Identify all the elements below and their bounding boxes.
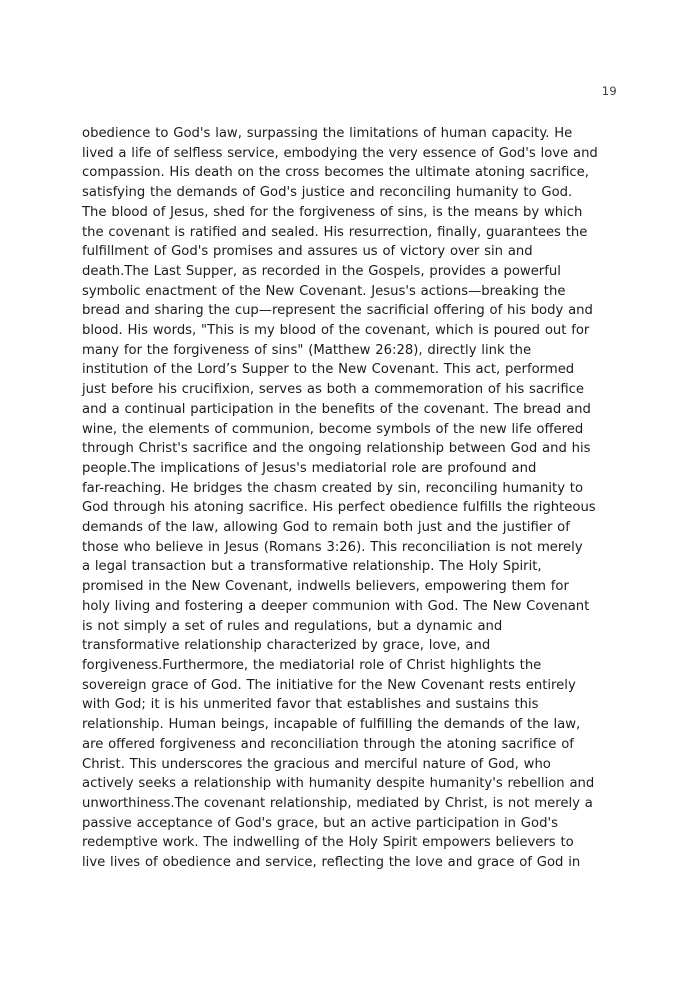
text-line: through Christ's sacrifice and the ongoing relationship between God and his xyxy=(82,441,591,457)
text-line: passive acceptance of God's grace, but an active participation in God's xyxy=(82,815,558,831)
page-number: 19 xyxy=(601,84,617,98)
text-line: many for the forgiveness of sins" (Matthew 26:28), directly link the xyxy=(82,342,532,358)
text-line: death.The Last Supper, as recorded in the Gospels, provides a powerful xyxy=(82,263,561,279)
text-line: obedience to God's law, surpassing the limitations of human capacity. He xyxy=(82,126,573,141)
text-line: transformative relationship characterized by grace, love, and xyxy=(82,638,491,654)
text-line: wine, the elements of communion, become symbols of the new life offered xyxy=(82,421,584,437)
text-line: holy living and fostering a deeper communion with God. The New Covenant xyxy=(82,598,590,614)
text-line: a legal transaction but a transformative relationship. The Holy Spirit, xyxy=(82,559,542,575)
text-line: The blood of Jesus, shed for the forgiveness of sins, is the means by which xyxy=(82,204,583,220)
text-line: promised in the New Covenant, indwells believers, empowering them for xyxy=(82,579,569,595)
text-line: live lives of obedience and service, reflecting the love and grace of God in xyxy=(82,855,581,871)
text-line: and a continual participation in the benefits of the covenant. The bread and xyxy=(82,401,591,417)
text-line: forgiveness.Furthermore, the mediatorial role of Christ highlights the xyxy=(82,657,542,673)
text-line: is not simply a set of rules and regulations, but a dynamic and xyxy=(82,618,503,634)
text-line: fulfillment of God's promises and assures us of victory over sin and xyxy=(82,244,533,260)
text-line: far-reaching. He bridges the chasm created by sin, reconciling humanity to xyxy=(82,480,584,496)
text-line: people.The implications of Jesus's mediatorial role are profound and xyxy=(82,460,537,476)
text-line: symbolic enactment of the New Covenant. Jesus's actions—breaking the xyxy=(82,283,566,299)
text-line: sovereign grace of God. The initiative for the New Covenant rests entirely xyxy=(82,677,576,693)
text-line: blood. His words, "This is my blood of the covenant, which is poured out for xyxy=(82,323,590,339)
text-line: compassion. His death on the cross becomes the ultimate atoning sacrifice, xyxy=(82,165,589,181)
text-line: with God; it is his unmerited favor that establishes and sustains this xyxy=(82,697,539,713)
body-text xyxy=(82,124,642,873)
text-line: Christ. This underscores the gracious and merciful nature of God, who xyxy=(82,756,551,772)
text-line: the covenant is ratified and sealed. His resurrection, finally, guarantees the xyxy=(82,224,588,240)
text-line: God through his atoning sacrifice. His perfect obedience fulfills the righteous xyxy=(82,500,596,516)
text-line: redemptive work. The indwelling of the Holy Spirit empowers believers to xyxy=(82,835,574,851)
text-line: bread and sharing the cup—represent the sacrificial offering of his body and xyxy=(82,303,593,319)
text-line: institution of the Lord’s Supper to the New Covenant. This act, performed xyxy=(82,362,575,378)
text-line: actively seeks a relationship with humanity despite humanity's rebellion and xyxy=(82,776,595,792)
text-line: just before his crucifixion, serves as both a commemoration of his sacrifice xyxy=(82,382,585,398)
text-line: satisfying the demands of God's justice and reconciling humanity to God. xyxy=(82,185,573,201)
text-line: lived a life of selfless service, embodying the very essence of God's love and xyxy=(82,145,598,161)
text-line: are offered forgiveness and reconciliation through the atoning sacrifice of xyxy=(82,736,574,752)
text-line: unworthiness.The covenant relationship, mediated by Christ, is not merely a xyxy=(82,795,593,811)
text-line: relationship. Human beings, incapable of fulfilling the demands of the law, xyxy=(82,717,581,733)
text-line: those who believe in Jesus (Romans 3:26). This reconciliation is not merely xyxy=(82,539,583,555)
text-line: demands of the law, allowing God to remain both just and the justifier of xyxy=(82,520,570,536)
